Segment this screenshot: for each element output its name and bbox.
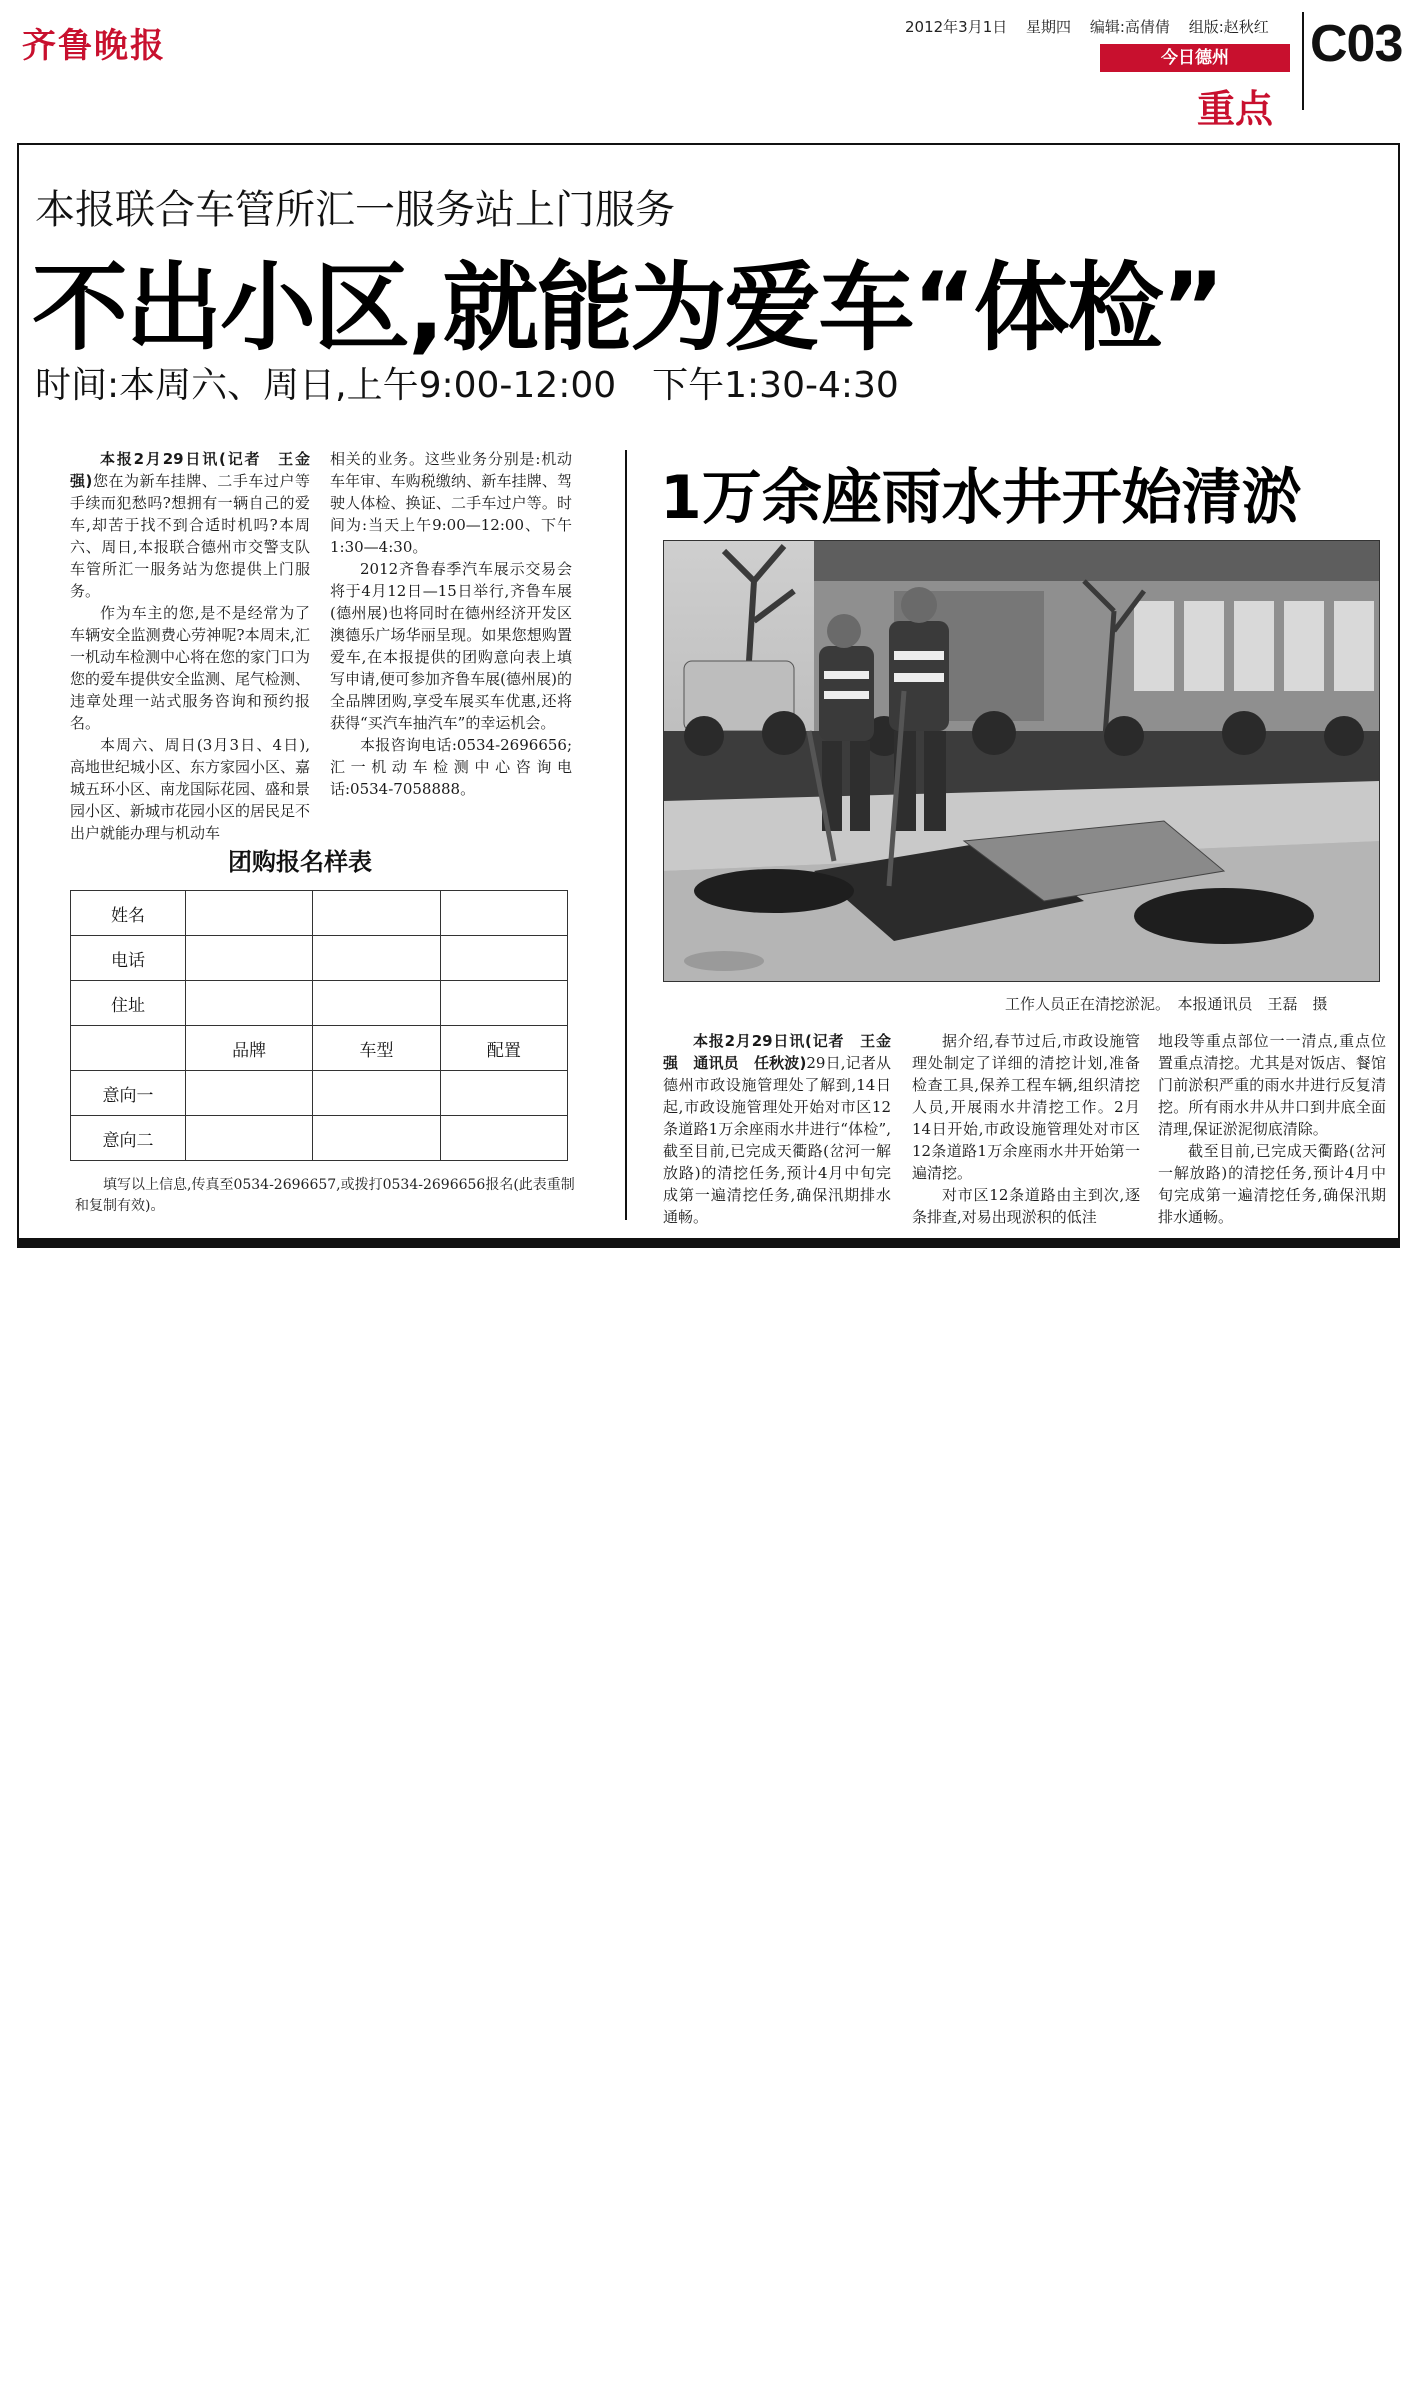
- header-divider: [1302, 12, 1304, 110]
- layout-credit: 组版:赵秋红: [1188, 18, 1269, 36]
- story1-col1-para3: 本周六、周日(3月3日、4日),高地世纪城小区、东方家园小区、嘉城五环小区、南龙国际花园、盛和景园小区、新城市花园小区的居民足不出户就能办理与机动车: [70, 736, 311, 842]
- story1-byline: 本报2月29日讯(记者 王金强): [70, 450, 310, 490]
- form-cell[interactable]: [186, 1116, 313, 1161]
- story2-column-1: [663, 1030, 891, 1228]
- editor-credit: 编辑:高倩倩: [1089, 18, 1170, 36]
- story1-column-1: [70, 448, 310, 844]
- story2-col1-para1: [663, 1030, 891, 1228]
- section-kicker: 重点: [1197, 87, 1274, 131]
- form-header-config: 配置: [440, 1026, 567, 1071]
- news-photo: [663, 540, 1380, 982]
- story1-column-2: [330, 448, 572, 800]
- section-bar: 今日德州: [1100, 44, 1290, 72]
- form-label-intent2: 意向二: [71, 1116, 186, 1161]
- form-label-name: 姓名: [71, 891, 186, 936]
- form-cell[interactable]: [186, 981, 313, 1026]
- photo-caption: 工作人员正在清挖淤泥。 本报通讯员 王磊 摄: [1005, 995, 1328, 1013]
- form-cell[interactable]: [440, 1116, 567, 1161]
- story1-col2-para3: 本报咨询电话:0534-2696656;汇一机动车检测中心咨询电话:0534-7058888。: [330, 736, 572, 798]
- story1-col2-para1: 相关的业务。这些业务分别是:机动车年审、车购税缴纳、新车挂牌、驾驶人体检、换证、二手车过户等。时间为:当天上午9:00—12:00、下午1:30—4:30。: [330, 450, 572, 556]
- form-cell[interactable]: [313, 1116, 440, 1161]
- form-cell[interactable]: [186, 1071, 313, 1116]
- story1-col1-para2: 作为车主的您,是不是经常为了车辆安全监测费心劳神呢?本周末,汇一机动车检测中心将在您的家门口为您的爱车提供安全监测、尾气检测、违章处理一站式服务咨询和预约报名。: [70, 604, 311, 732]
- story2-column-2: [912, 1030, 1140, 1228]
- form-cell[interactable]: [313, 981, 440, 1026]
- story1-subheadline: 本报联合车管所汇一服务站上门服务: [35, 187, 675, 233]
- form-cell[interactable]: [440, 936, 567, 981]
- table-row: [71, 1071, 568, 1116]
- story1-col2-para2: 2012齐鲁春季汽车展示交易会将于4月12日—15日举行,齐鲁车展(德州展)也将同时在德州经济开发区澳德乐广场华丽呈现。如果您想购置爱车,在本报提供的团购意向表上填写申请,便可参加齐鲁车展(德州展)的全品牌团购,享受车展买车优惠,还将获得“买汽车抽汽车”的幸运机会。: [330, 560, 572, 732]
- story2-col3-para2: 截至目前,已完成天衢路(岔河一解放路)的清挖任务,预计4月中旬完成第一遍清挖任务,确保汛期排水通畅。: [1158, 1142, 1386, 1226]
- story2-byline: 本报2月29日讯(记者 王金强 通讯员 任秋波): [663, 1032, 891, 1072]
- form-label-address: 住址: [71, 981, 186, 1026]
- form-cell[interactable]: [313, 891, 440, 936]
- form-cell[interactable]: [186, 936, 313, 981]
- form-cell[interactable]: [440, 1071, 567, 1116]
- form-cell[interactable]: [440, 981, 567, 1026]
- form-header-brand: 品牌: [186, 1026, 313, 1071]
- story2-col3-para1: 地段等重点部位一一清点,重点位置重点清挖。尤其是对饭店、餐馆门前淤积严重的雨水井进行反复清挖。所有雨水井从井口到井底全面清理,保证淤泥彻底清除。: [1158, 1032, 1386, 1138]
- form-header-model: 车型: [313, 1026, 440, 1071]
- story1-col1-text1: 您在为新车挂牌、二手车过户等手续而犯愁吗?想拥有一辆自己的爱车,却苦于找不到合适时机吗?本周六、周日,本报联合德州市交警支队车管所汇一服务站为您提供上门服务。: [70, 472, 310, 600]
- issue-weekday: 星期四: [1026, 18, 1072, 36]
- workers-clearing-drain-illustration: [664, 541, 1380, 982]
- form-label-intent1: 意向一: [71, 1071, 186, 1116]
- form-cell[interactable]: [440, 891, 567, 936]
- registration-form: [70, 890, 568, 1161]
- table-row: [71, 891, 568, 936]
- column-divider: [625, 450, 627, 1220]
- story1-col1-para1: [70, 448, 310, 602]
- frame-bottom-rule: [17, 1238, 1400, 1248]
- header-meta: [905, 16, 1283, 37]
- story2-col1-text: 29日,记者从德州市政设施管理处了解到,14日起,市政设施管理处开始对市区12条道路1万余座雨水井进行“体检”,截至目前,已完成天衢路(岔河一解放路)的清挖任务,预计4月中旬完成第一遍清挖任务,确保汛期排水通畅。: [663, 1054, 891, 1226]
- story2-column-3: [1158, 1030, 1386, 1228]
- story1-headline: 不出小区,就能为爱车“体检”: [32, 252, 1223, 364]
- story2-col2-para1: 据介绍,春节过后,市政设施管理处制定了详细的清挖计划,准备检查工具,保养工程车辆,组织清挖人员,开展雨水井清挖工作。2月14日开始,市政设施管理处对市区12条道路1万余座雨水井开始第一遍清挖。: [912, 1032, 1140, 1182]
- story2-headline: 1万余座雨水井开始清淤: [660, 463, 1302, 533]
- story1-time-line: 时间:本周六、周日,上午9:00-12:00 下午1:30-4:30: [35, 365, 899, 406]
- form-note: 填写以上信息,传真至0534-2696657,或拨打0534-2696656报名(此表重制和复制有效)。: [75, 1177, 575, 1214]
- form-cell[interactable]: [313, 936, 440, 981]
- table-row: [71, 1116, 568, 1161]
- form-title: 团购报名样表: [228, 848, 372, 876]
- form-cell[interactable]: [186, 891, 313, 936]
- form-label-phone: 电话: [71, 936, 186, 981]
- story2-col2-para2: 对市区12条道路由主到次,逐条排查,对易出现淤积的低洼: [912, 1186, 1140, 1226]
- form-cell[interactable]: [313, 1071, 440, 1116]
- masthead-logo: 齐鲁晚报: [22, 26, 166, 66]
- table-row: [71, 936, 568, 981]
- page-number: C03: [1310, 15, 1403, 73]
- issue-date: 2012年3月1日: [905, 18, 1008, 36]
- form-cell: [71, 1026, 186, 1071]
- table-row: [71, 1026, 568, 1071]
- table-row: [71, 981, 568, 1026]
